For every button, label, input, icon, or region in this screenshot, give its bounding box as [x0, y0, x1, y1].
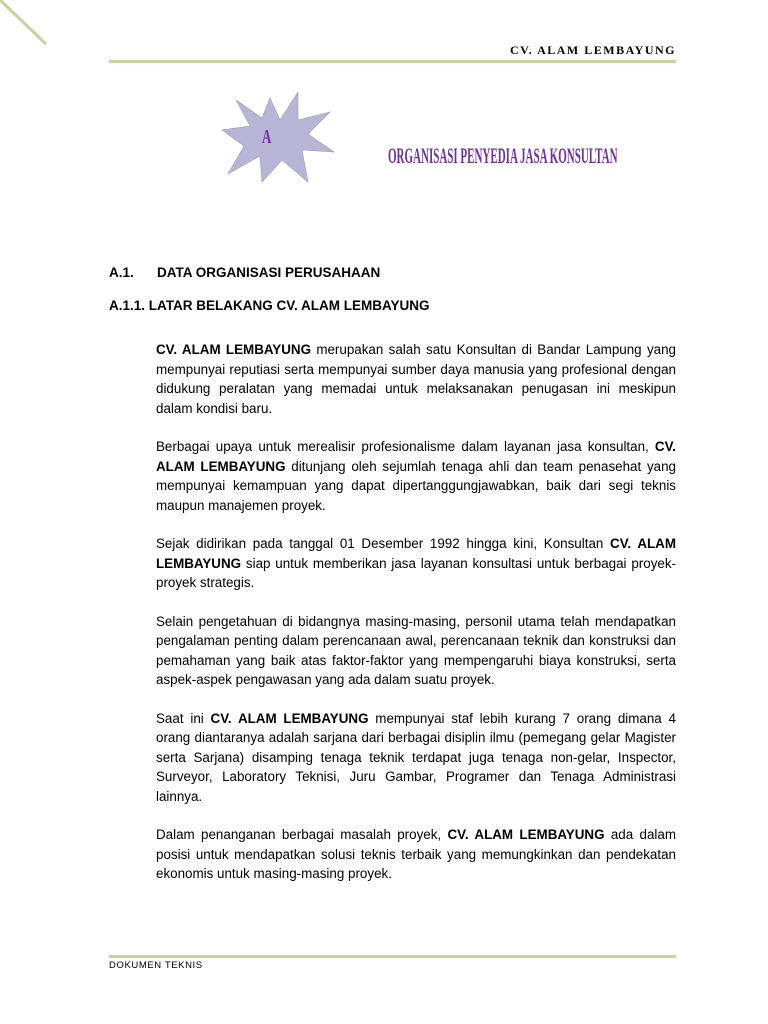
footer-label: DOKUMEN TEKNIS: [109, 960, 203, 971]
chapter-title: ORGANISASI PENYEDIA JASA KONSULTAN: [388, 143, 618, 168]
paragraph: [156, 612, 676, 690]
paragraph-text: Sejak didirikan pada tanggal 01 Desember 1992 hingga kini, Konsultan: [156, 536, 611, 551]
company-name-bold: CV. ALAM LEMBAYUNG: [447, 827, 605, 842]
body-text: [156, 340, 676, 903]
paragraph-text: merupakan salah satu Konsultan di Bandar Lampung yang mempunyai reputiasi serta mempunyai sumber daya manusia yang profesional dengan didukung peralatan yang memadai untuk melaksanakan penugasan ini meskipun dalam kondisi baru.: [156, 342, 676, 416]
paragraph: [156, 825, 676, 884]
heading-number: A.1.: [109, 265, 134, 280]
company-name-bold: CV. ALAM LEMBAYUNG: [156, 536, 676, 571]
heading-text: DATA ORGANISASI PERUSAHAAN: [157, 265, 381, 280]
paragraph-text: Saat ini: [156, 710, 211, 726]
paragraph-text: ditunjang oleh sejumlah tenaga ahli dan team penasehat yang mempunyai kemampuan yang dapat dipertanggungjawabkan, baik dari segi teknis maupun manajemen proyek.: [156, 458, 676, 513]
heading-text: LATAR BELAKANG CV. ALAM LEMBAYUNG: [148, 298, 430, 313]
corner-decoration: [0, 0, 60, 60]
paragraph-text: Dalam penanganan berbagai masalah proyek,: [156, 827, 448, 842]
starburst-icon: [220, 90, 336, 186]
paragraph-text: Berbagai upaya untuk merealisir profesionalisme dalam layanan jasa konsultan,: [156, 439, 655, 454]
paragraph-text: ada dalam posisi untuk mendapatkan solusi teknis terbaik yang memungkinkan dan pendekatan ekonomis untuk masing-masing proyek.: [156, 827, 676, 881]
company-name-bold: CV. ALAM LEMBAYUNG: [156, 439, 676, 474]
paragraph-text: siap untuk memberikan jasa layanan konsultasi untuk berbagai proyek-proyek strategis.: [156, 555, 676, 590]
section-heading-a1: [109, 265, 380, 280]
paragraph: [156, 709, 676, 807]
paragraph-text: mempunyai staf lebih kurang 7 orang dimana 4 orang diantaranya adalah sarjana dari berbagai disiplin ilmu (pemegang gelar Magister serta Sarjana) disamping tenaga teknik terdapat juga tenaga non-gelar, Inspector, Surveyor, Laboratory Teknisi, Juru Gambar, Programer dan Tenaga Administrasi lainnya.: [156, 710, 676, 804]
header-rule: [109, 60, 676, 63]
heading-number: A.1.1.: [109, 298, 146, 313]
company-name-bold: CV. ALAM LEMBAYUNG: [210, 710, 369, 726]
header-company-name: CV. ALAM LEMBAYUNG: [509, 43, 676, 57]
paragraph: [156, 534, 676, 593]
paragraph: [156, 437, 676, 515]
footer-rule: [109, 955, 676, 958]
chapter-letter: A: [262, 126, 272, 148]
paragraph-text: Selain pengetahuan di bidangnya masing-masing, personil utama telah mendapatkan pengalaman penting dalam perencanaan awal, perencanaan teknik dan konstruksi dan pemahaman yang baik atas faktor-faktor yang mempengaruhi biaya konstruksi, serta aspek-aspek pengawasan yang ada dalam suatu proyek.: [156, 613, 676, 687]
company-name-bold: CV. ALAM LEMBAYUNG: [156, 342, 311, 357]
section-heading-a11: [109, 298, 430, 313]
paragraph: [156, 340, 676, 418]
